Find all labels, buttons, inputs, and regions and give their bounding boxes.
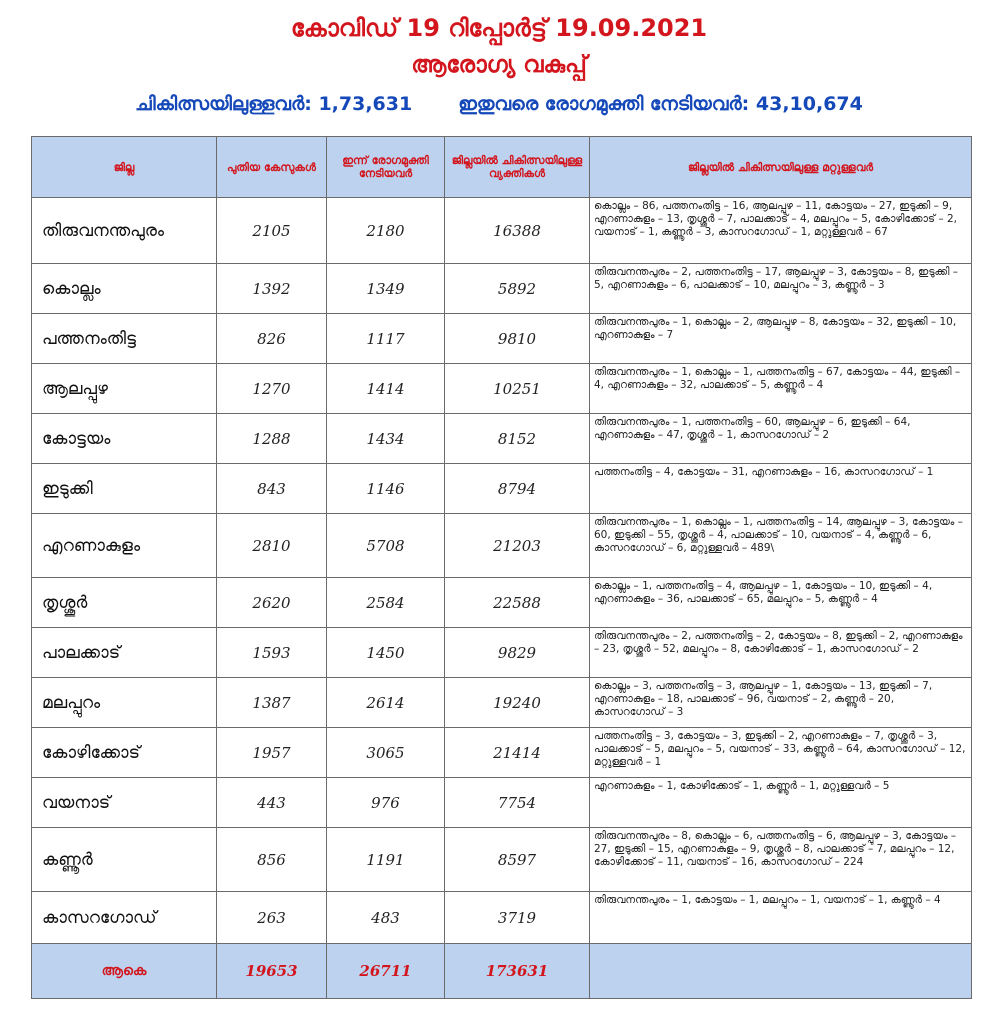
under-treatment-summary: ചികിത്സയിലുള്ളവർ: 1,73,631 [135, 93, 413, 115]
column-header-district: ജില്ല [32, 137, 217, 198]
total-new-cases: 19653 [217, 944, 327, 999]
district-name: വയനാട് [32, 778, 217, 828]
recovered-cell: 1349 [327, 264, 445, 314]
under-treatment-cell: 9829 [445, 628, 590, 678]
recovered-cell: 5708 [327, 514, 445, 578]
new-cases-cell: 1392 [217, 264, 327, 314]
others-cell: തിരുവനന്തപുരം – 1, കൊല്ലം – 1, പത്തനംതിട്ട – 14, ആലപ്പുഴ – 3, കോട്ടയം – 60, ഇടുക്കി – 55, തൃശ്ശൂർ – 4, പാലക്കാട് – 10, വയനാട് – 4, കണ്ണൂർ – 6, കാസറഗോഡ് – 6, മറ്റുള്ളവർ – 489\ [590, 514, 972, 578]
recovered-cell: 1191 [327, 828, 445, 892]
total-label: ആകെ [32, 944, 217, 999]
department-name: ആരോഗ്യ വകുപ്പ് [411, 52, 587, 78]
new-cases-cell: 1593 [217, 628, 327, 678]
table-row [32, 314, 972, 364]
others-cell: തിരുവനന്തപുരം – 2, പത്തനംതിട്ട – 2, കോട്ടയം – 8, ഇടുക്കി – 2, എറണാകുളം – 23, തൃശ്ശൂർ – 52, മലപ്പുറം – 8, കോഴിക്കോട് – 1, കാസറഗോഡ് – 2 [590, 628, 972, 678]
new-cases-cell: 443 [217, 778, 327, 828]
total-recovered: 26711 [327, 944, 445, 999]
total-others-empty [590, 944, 972, 999]
summary-line [0, 93, 998, 115]
column-header-recovered-today: ഇന്ന് രോഗമുക്തി നേടിയവർ [327, 137, 445, 198]
recovered-cell: 976 [327, 778, 445, 828]
district-name: കൊല്ലം [32, 264, 217, 314]
under-treatment-cell: 21414 [445, 728, 590, 778]
column-header-others: ജില്ലയിൽ ചികിത്സയിലുള്ള മറ്റുള്ളവർ [590, 137, 972, 198]
others-cell: തിരുവനന്തപുരം – 8, കൊല്ലം – 6, പത്തനംതിട്ട – 6, ആലപ്പുഴ – 3, കോട്ടയം – 27, ഇടുക്കി – 15, എറണാകുളം – 9, തൃശ്ശൂർ – 8, പാലക്കാട് – 7, മലപ്പുറം – 12, കോഴിക്കോട് – 11, വയനാട് – 16, കാസറഗോഡ് – 224 [590, 828, 972, 892]
recovered-cell: 2614 [327, 678, 445, 728]
others-cell: കൊല്ലം – 86, പത്തനംതിട്ട – 16, ആലപ്പുഴ – 11, കോട്ടയം – 27, ഇടുക്കി – 9, എറണാകുളം – 13, തൃശ്ശൂർ – 7, പാലക്കാട് – 4, മലപ്പുറം – 5, കോഴിക്കോട് – 2, വയനാട് – 1, കണ്ണൂർ – 3, കാസറഗോഡ് – 1, മറ്റുള്ളവർ – 67 [590, 198, 972, 264]
new-cases-cell: 2810 [217, 514, 327, 578]
table-row [32, 464, 972, 514]
new-cases-cell: 826 [217, 314, 327, 364]
district-name: പാലക്കാട് [32, 628, 217, 678]
table-row [32, 514, 972, 578]
table-row [32, 414, 972, 464]
recovered-cell: 1146 [327, 464, 445, 514]
table-row [32, 364, 972, 414]
under-treatment-cell: 16388 [445, 198, 590, 264]
district-name: എറണാകുളം [32, 514, 217, 578]
recovered-cell: 2180 [327, 198, 445, 264]
under-treatment-cell: 5892 [445, 264, 590, 314]
recovered-summary: ഇതുവരെ രോഗമുക്തി നേടിയവർ: 43,10,674 [458, 93, 863, 115]
new-cases-cell: 1288 [217, 414, 327, 464]
district-report-table [31, 136, 972, 999]
district-name: കാസറഗോഡ് [32, 892, 217, 944]
column-header-under-treatment: ജില്ലയിൽ ചികിത്സയിലുള്ള വ്യക്തികൾ [445, 137, 590, 198]
new-cases-cell: 2620 [217, 578, 327, 628]
table-row [32, 678, 972, 728]
new-cases-cell: 843 [217, 464, 327, 514]
others-cell: പത്തനംതിട്ട – 4, കോട്ടയം – 31, എറണാകുളം – 16, കാസറഗോഡ് – 1 [590, 464, 972, 514]
new-cases-cell: 1270 [217, 364, 327, 414]
others-cell: പത്തനംതിട്ട – 3, കോട്ടയം – 3, ഇടുക്കി – 2, എറണാകുളം – 7, തൃശ്ശൂർ – 3, പാലക്കാട് – 5, മലപ്പുറം – 5, വയനാട് – 33, കണ്ണൂർ – 64, കാസറഗോഡ് – 12, മറ്റുള്ളവർ – 1 [590, 728, 972, 778]
new-cases-cell: 2105 [217, 198, 327, 264]
under-treatment-cell: 21203 [445, 514, 590, 578]
district-name: തിരുവനന്തപുരം [32, 198, 217, 264]
table-row [32, 728, 972, 778]
under-treatment-cell: 22588 [445, 578, 590, 628]
recovered-cell: 1414 [327, 364, 445, 414]
report-title: കോവിഡ് 19 റിപ്പോർട്ട് 19.09.2021 [290, 14, 708, 42]
under-treatment-cell: 8794 [445, 464, 590, 514]
recovered-cell: 483 [327, 892, 445, 944]
district-name: മലപ്പുറം [32, 678, 217, 728]
recovered-cell: 1434 [327, 414, 445, 464]
district-name: പത്തനംതിട്ട [32, 314, 217, 364]
others-cell: തിരുവനന്തപുരം – 1, കൊല്ലം – 1, പത്തനംതിട്ട – 67, കോട്ടയം – 44, ഇടുക്കി – 4, എറണാകുളം – 32, പാലക്കാട് – 5, കണ്ണൂർ – 4 [590, 364, 972, 414]
others-cell: തിരുവനന്തപുരം – 2, പത്തനംതിട്ട – 17, ആലപ്പുഴ – 3, കോട്ടയം – 8, ഇടുക്കി – 5, എറണാകുളം – 6, പാലക്കാട് – 10, മലപ്പുറം – 3, കണ്ണൂർ – 3 [590, 264, 972, 314]
others-cell: എറണാകുളം – 1, കോഴിക്കോട് – 1, കണ്ണൂർ – 1, മറ്റുള്ളവർ – 5 [590, 778, 972, 828]
total-row [32, 944, 972, 999]
district-name: തൃശ്ശൂർ [32, 578, 217, 628]
under-treatment-cell: 19240 [445, 678, 590, 728]
under-treatment-cell: 8597 [445, 828, 590, 892]
district-name: കോഴിക്കോട് [32, 728, 217, 778]
table-row [32, 892, 972, 944]
district-name: കണ്ണൂർ [32, 828, 217, 892]
recovered-cell: 3065 [327, 728, 445, 778]
district-name: കോട്ടയം [32, 414, 217, 464]
others-cell: തിരുവനന്തപുരം – 1, കോട്ടയം – 1, മലപ്പുറം – 1, വയനാട് – 1, കണ്ണൂർ – 4 [590, 892, 972, 944]
district-name: ആലപ്പുഴ [32, 364, 217, 414]
others-cell: കൊല്ലം – 1, പത്തനംതിട്ട – 4, ആലപ്പുഴ – 1, കോട്ടയം – 10, ഇടുക്കി – 4, എറണാകുളം – 36, പാലക്കാട് – 65, മലപ്പുറം – 5, കണ്ണൂർ – 4 [590, 578, 972, 628]
table-row [32, 828, 972, 892]
table-header-row [32, 137, 972, 198]
others-cell: കൊല്ലം – 3, പത്തനംതിട്ട – 3, ആലപ്പുഴ – 1, കോട്ടയം – 13, ഇടുക്കി – 7, എറണാകുളം – 18, പാലക്കാട് – 96, വയനാട് – 2, കണ്ണൂർ – 20, കാസറഗോഡ് – 3 [590, 678, 972, 728]
new-cases-cell: 263 [217, 892, 327, 944]
others-cell: തിരുവനന്തപുരം – 1, പത്തനംതിട്ട – 60, ആലപ്പുഴ – 6, ഇടുക്കി – 64, എറണാകുളം – 47, തൃശ്ശൂർ – 1, കാസറഗോഡ് – 2 [590, 414, 972, 464]
total-under-treatment: 173631 [445, 944, 590, 999]
table-row [32, 578, 972, 628]
under-treatment-cell: 7754 [445, 778, 590, 828]
under-treatment-cell: 9810 [445, 314, 590, 364]
under-treatment-cell: 8152 [445, 414, 590, 464]
table-row [32, 198, 972, 264]
new-cases-cell: 1957 [217, 728, 327, 778]
under-treatment-cell: 10251 [445, 364, 590, 414]
district-name: ഇടുക്കി [32, 464, 217, 514]
recovered-cell: 1450 [327, 628, 445, 678]
recovered-cell: 1117 [327, 314, 445, 364]
recovered-cell: 2584 [327, 578, 445, 628]
under-treatment-cell: 3719 [445, 892, 590, 944]
others-cell: തിരുവനന്തപുരം – 1, കൊല്ലം – 2, ആലപ്പുഴ – 8, കോട്ടയം – 32, ഇടുക്കി – 10, എറണാകുളം – 7 [590, 314, 972, 364]
new-cases-cell: 1387 [217, 678, 327, 728]
column-header-new-cases: പുതിയ കേസുകൾ [217, 137, 327, 198]
new-cases-cell: 856 [217, 828, 327, 892]
table-row [32, 778, 972, 828]
table-row [32, 628, 972, 678]
table-row [32, 264, 972, 314]
